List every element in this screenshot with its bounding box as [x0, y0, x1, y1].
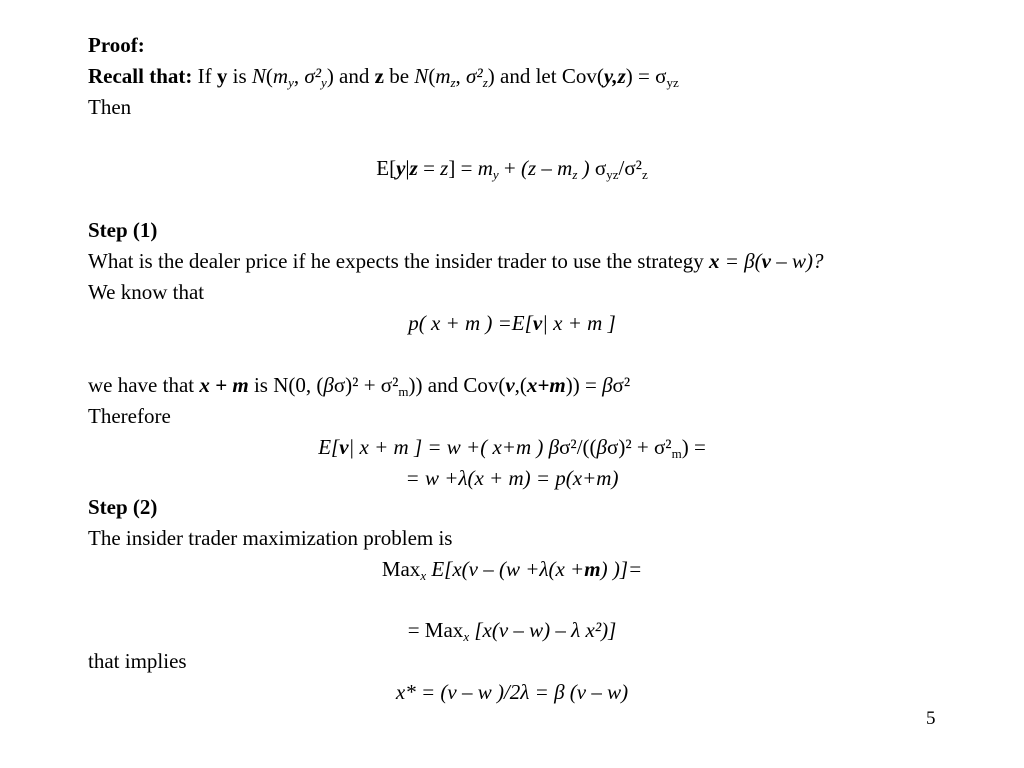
text-segment: = w +λ(x + m) = p(x+m)	[405, 466, 619, 490]
text-segment: N	[251, 64, 266, 88]
text-segment: ,	[293, 64, 305, 88]
text-segment: σ)² + σ²	[607, 435, 672, 459]
text-segment: What is the dealer price if he expects the insider trader to use the strategy	[88, 249, 709, 273]
text-segment: v	[505, 373, 515, 397]
text-segment: is	[227, 64, 252, 88]
text-segment: σ²	[612, 373, 631, 397]
text-segment: ) and	[326, 64, 375, 88]
text-segment: ,	[455, 64, 467, 88]
subscript: m	[671, 446, 682, 461]
text-segment: =	[719, 249, 745, 273]
price-formula	[0, 310, 1024, 336]
text-segment: m	[435, 64, 451, 88]
subscript: z	[572, 167, 578, 182]
text-segment: z	[440, 156, 449, 180]
max-simplified-formula	[0, 617, 1024, 643]
text-segment: | x + m ] = w +( x+m )	[348, 435, 549, 459]
text-segment: ) =	[681, 435, 706, 459]
text-segment: p( x + m ) =E[	[408, 311, 533, 335]
step1-question	[88, 248, 823, 274]
step1-heading	[88, 217, 157, 243]
text-segment: x* = (v – w )/2λ = β (v – w)	[395, 680, 629, 704]
subscript: z	[450, 75, 456, 90]
text-segment: σ	[594, 156, 607, 180]
text-segment: σ)² + σ²	[333, 373, 399, 397]
text-segment: y	[216, 64, 228, 88]
text-segment: Step (2)	[88, 495, 158, 519]
text-segment: | x + m ]	[542, 311, 616, 335]
text-segment: N	[414, 64, 429, 88]
then-line	[88, 94, 131, 120]
expectation-formula	[0, 434, 1024, 460]
text-segment: ,(	[514, 373, 527, 397]
conditional-expectation-formula	[0, 155, 1024, 181]
text-segment: |	[405, 156, 410, 180]
text-segment: (	[265, 64, 273, 88]
text-segment: that implies	[88, 649, 187, 673]
text-segment: – w)?	[770, 249, 824, 273]
therefore-line	[88, 403, 171, 429]
text-segment: ) )]=	[600, 557, 643, 581]
text-segment: β	[548, 435, 560, 459]
text-segment: σ²	[466, 64, 483, 88]
subscript: yz	[666, 75, 679, 90]
text-segment: v	[532, 311, 543, 335]
subscript: z	[482, 75, 488, 90]
max-problem-formula	[0, 556, 1024, 582]
text-segment: = Max	[407, 618, 464, 642]
text-segment: Max	[381, 557, 421, 581]
text-segment: We know that	[88, 280, 205, 304]
text-segment: [x(v – w) – λ x²)]	[469, 618, 617, 642]
text-segment: (	[428, 64, 436, 88]
text-segment: (z – m	[520, 156, 573, 180]
text-segment: z	[374, 64, 384, 88]
text-segment: v	[339, 435, 349, 459]
text-segment: is N(0, (	[248, 373, 324, 397]
subscript: x	[463, 629, 470, 644]
text-segment: =	[417, 156, 441, 180]
subscript: y	[492, 167, 499, 182]
text-segment: ] =	[448, 156, 478, 180]
text-segment: E[	[318, 435, 340, 459]
text-segment: +	[498, 156, 521, 180]
implies-line	[88, 648, 187, 674]
text-segment: y,z	[603, 64, 626, 88]
text-segment: )) and Cov(	[408, 373, 506, 397]
text-segment: m	[477, 156, 493, 180]
text-segment: ) and let Cov(	[487, 64, 604, 88]
text-segment: x + m	[199, 373, 249, 397]
page-number: 5	[926, 708, 936, 729]
text-segment: Recall that:	[88, 64, 193, 88]
text-segment: σ²	[304, 64, 322, 88]
text-segment: Step (1)	[88, 218, 158, 242]
subscript: m	[398, 384, 409, 399]
distribution-line	[88, 372, 630, 398]
recall-line	[88, 63, 679, 89]
optimal-x-formula	[0, 679, 1024, 705]
text-segment: The insider trader maximization problem is	[88, 526, 453, 550]
text-segment: m	[272, 64, 289, 88]
text-segment: β(	[744, 249, 762, 273]
text-segment: z	[409, 156, 418, 180]
text-segment: Proof:	[88, 33, 145, 57]
text-segment: ) = σ	[625, 64, 667, 88]
text-segment: Then	[88, 95, 132, 119]
text-segment: E[x(v – (w +λ(x +	[426, 557, 585, 581]
text-segment: m	[584, 557, 601, 581]
text-segment: σ²/((	[559, 435, 597, 459]
subscript: yz	[606, 167, 619, 182]
text-segment: )) =	[565, 373, 603, 397]
step2-heading	[88, 494, 157, 520]
subscript: y	[321, 75, 327, 90]
subscript: y	[288, 75, 294, 90]
subscript: x	[420, 568, 427, 583]
text-segment: β	[596, 435, 607, 459]
text-segment: x	[709, 249, 720, 273]
text-segment: x+m	[526, 373, 566, 397]
text-segment: Therefore	[88, 404, 171, 428]
text-segment: y	[396, 156, 406, 180]
text-segment: β	[323, 373, 334, 397]
text-segment: we have that	[88, 373, 200, 397]
text-segment: /σ²	[618, 156, 642, 180]
step2-description	[88, 525, 452, 551]
we-know-line	[88, 279, 204, 305]
proof-heading	[88, 32, 145, 58]
text-segment: be	[383, 64, 415, 88]
lambda-formula	[0, 465, 1024, 491]
text-segment: )	[577, 156, 595, 180]
text-segment: E[	[376, 156, 397, 180]
text-segment: v	[761, 249, 771, 273]
text-segment: If	[192, 64, 217, 88]
subscript: z	[641, 167, 648, 182]
text-segment: β	[602, 373, 613, 397]
